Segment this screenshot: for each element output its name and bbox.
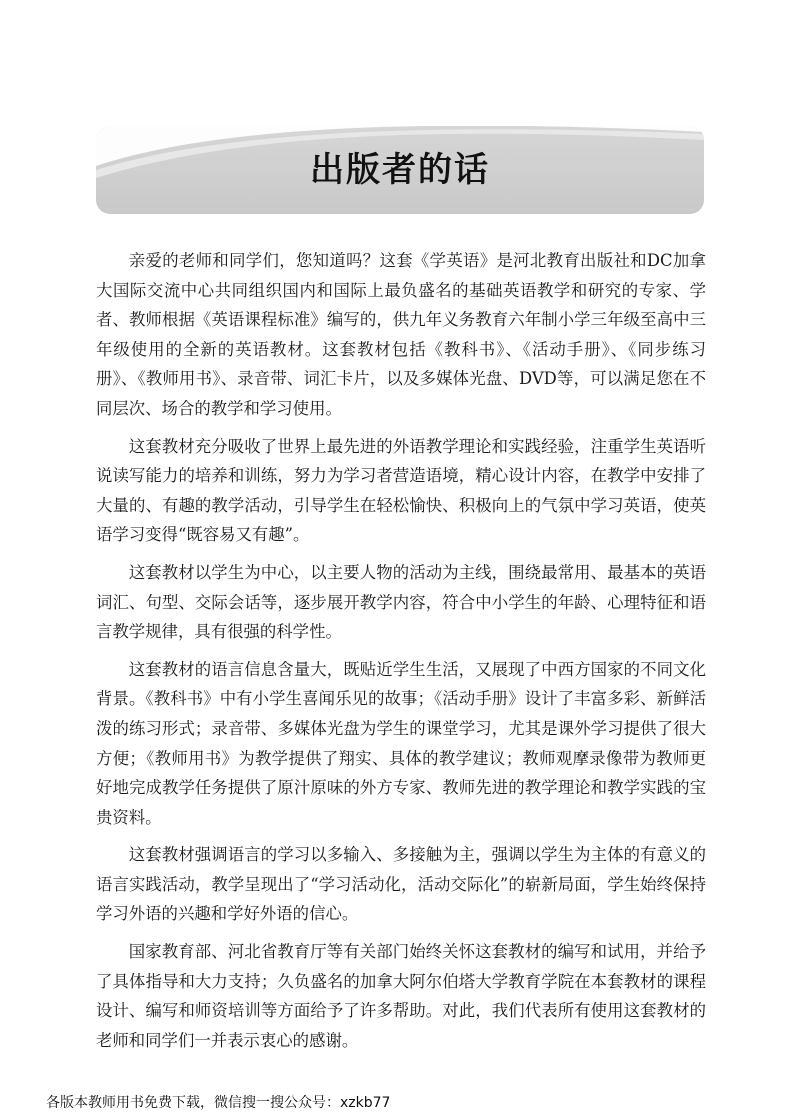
body-text — [96, 246, 706, 1063]
paragraph-3: 这套教材以学生为中心，以主要人物的活动为主线，围绕最常用、最基本的英语词汇、句型、交际会话等，逐步展开教学内容，符合中小学生的年龄、心理特征和语言教学规律，具有很强的科学性。 — [96, 562, 706, 642]
paragraph-4: 这套教材的语言信息含量大，既贴近学生生活，又展现了中西方国家的不同文化背景。《教科书》中有小学生喜闻乐见的故事；《活动手册》设计了丰富多彩、新鲜活泼的练习形式；录音带、多媒体光盘为学生的课堂学习，尤其是课外学习提供了很大方便；《教师用书》为教学提供了翔实、具体的教学建议；教师观摩录像带为教师更好地完成教学任务提供了原汁原味的外方专家、教师先进的教学理论和教学实践的宝贵资料。 — [96, 659, 706, 827]
title-banner — [96, 126, 704, 214]
paragraph-5: 这套教材强调语言的学习以多输入、多接触为主，强调以学生为主体的有意义的语言实践活动，教学呈现出了“学习活动化，活动交际化”的崭新局面，学生始终保持学习外语的兴趣和学好外语的信心。 — [96, 845, 706, 924]
page-title: 出版者的话 — [310, 150, 490, 190]
footer-note: 各版本教师用书免费下载，微信搜一搜公众号：xzkb77 — [46, 1095, 391, 1111]
paragraph-1: 亲爱的老师和同学们，您知道吗？这套《学英语》是河北教育出版社和DC加拿大国际交流中心共同组织国内和国际上最负盛名的基础英语教学和研究的专家、学者、教师根据《英语课程标准》编写的，供九年义务教育六年制小学三年级至高中三年级使用的全新的英语教材。这套教材包括《教科书》、《活动手册》、《同步练习册》、《教师用书》、录音带、词汇卡片，以及多媒体光盘、DVD等，可以满足您在不同层次、场合的教学和学习使用。 — [96, 251, 706, 418]
paragraph-6: 国家教育部、河北省教育厅等有关部门始终关怀这套教材的编写和试用，并给予了具体指导和大力支持；久负盛名的加拿大阿尔伯塔大学教育学院在本套教材的课程设计、编写和师资培训等方面给予了许多帮助。对此，我们代表所有使用这套教材的老师和同学们一并表示衷心的感谢。 — [96, 942, 706, 1050]
paragraph-2: 这套教材充分吸收了世界上最先进的外语教学理论和实践经验，注重学生英语听说读写能力的培养和训练，努力为学习者营造语境，精心设计内容，在教学中安排了大量的、有趣的教学活动，引导学生在轻松愉快、积极向上的气氛中学习英语，使英语学习变得“既容易又有趣”。 — [96, 436, 706, 545]
